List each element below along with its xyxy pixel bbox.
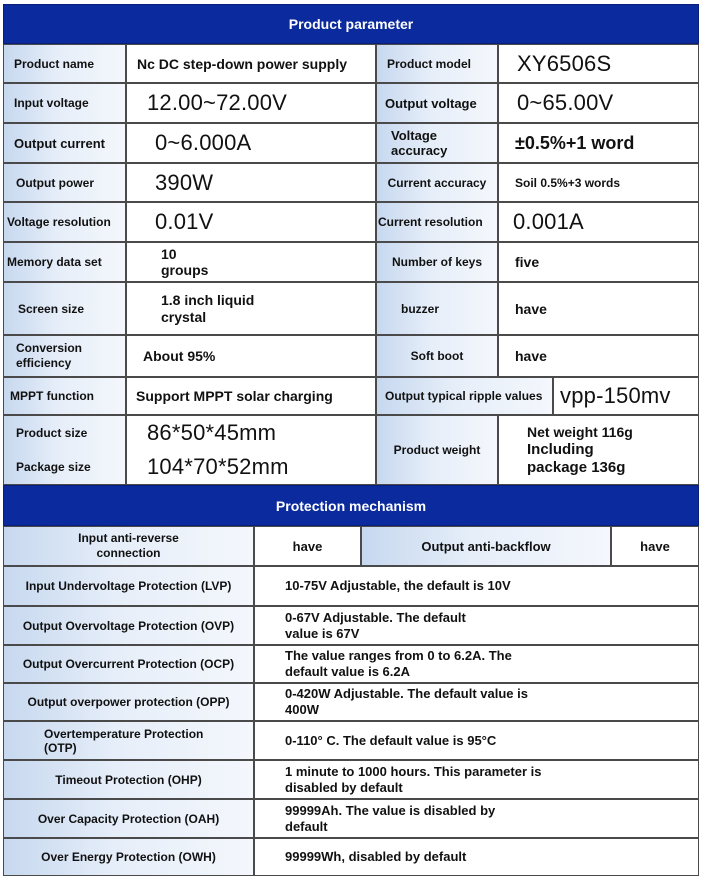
value-weight-line3: package 136g xyxy=(527,459,626,476)
protection-mechanism-header: Protection mechanism xyxy=(3,485,699,526)
value-output-voltage: 0~65.00V xyxy=(498,83,699,123)
value-ocp-text: The value ranges from 0 to 6.2A. The default value is 6.2A xyxy=(285,648,512,679)
value-voltage-accuracy: ±0.5%+1 word xyxy=(498,123,699,163)
label-number-of-keys: Number of keys xyxy=(376,242,498,282)
label-lvp: Input Undervoltage Protection (LVP) xyxy=(3,566,254,606)
value-memory-data-set-text: 10 groups xyxy=(161,246,209,278)
value-screen-size-text: 1.8 inch liquid crystal xyxy=(161,291,255,325)
label-product-model: Product model xyxy=(376,44,498,83)
value-sizes xyxy=(126,415,376,485)
label-output-voltage: Output voltage xyxy=(376,83,498,123)
value-ohp-text: 1 minute to 1000 hours. This parameter is disabled by default xyxy=(285,763,542,795)
value-ovp xyxy=(254,606,699,645)
label-output-power: Output power xyxy=(3,163,126,202)
label-owh: Over Energy Protection (OWH) xyxy=(3,838,254,876)
value-soft-boot: have xyxy=(498,335,699,377)
value-buzzer: have xyxy=(498,282,699,335)
label-mppt-function: MPPT function xyxy=(3,377,126,415)
value-ocp xyxy=(254,645,699,683)
label-output-anti-backflow: Output anti-backflow xyxy=(361,526,611,566)
label-product-weight: Product weight xyxy=(376,415,498,485)
value-otp: 0-110° C. The default value is 95°C xyxy=(254,721,699,760)
value-opp-text: 0-420W Adjustable. The default value is 400W xyxy=(285,686,528,717)
value-owh: 99999Wh, disabled by default xyxy=(254,838,699,876)
value-product-model: XY6506S xyxy=(498,44,699,83)
value-input-voltage: 12.00~72.00V xyxy=(126,83,376,123)
label-current-accuracy: Current accuracy xyxy=(376,163,498,202)
value-output-anti-backflow: have xyxy=(611,526,699,566)
value-product-name: Nc DC step-down power supply xyxy=(126,44,376,83)
value-package-size: 104*70*52mm xyxy=(147,454,289,479)
value-memory-data-set xyxy=(126,242,376,282)
value-output-current: 0~6.000A xyxy=(126,123,376,163)
label-oah: Over Capacity Protection (OAH) xyxy=(3,799,254,838)
label-opp: Output overpower protection (OPP) xyxy=(3,683,254,721)
value-current-resolution: 0.001A xyxy=(498,202,699,242)
label-output-ripple: Output typical ripple values xyxy=(376,377,553,415)
value-oah-text: 99999Ah. The value is disabled by default xyxy=(285,802,496,834)
product-parameter-header: Product parameter xyxy=(3,4,699,44)
label-output-current: Output current xyxy=(3,123,126,163)
label-voltage-accuracy-text: Voltage accuracy xyxy=(391,128,448,158)
value-conversion-efficiency: About 95% xyxy=(126,335,376,377)
value-voltage-resolution: 0.01V xyxy=(126,202,376,242)
label-ovp: Output Overvoltage Protection (OVP) xyxy=(3,606,254,645)
value-mppt-function: Support MPPT solar charging xyxy=(126,377,376,415)
label-buzzer: buzzer xyxy=(376,282,498,335)
value-output-power: 390W xyxy=(126,163,376,202)
value-ovp-text: 0-67V Adjustable. The default value is 67V xyxy=(285,609,466,641)
label-screen-size: Screen size xyxy=(3,282,126,335)
label-memory-data-set: Memory data set xyxy=(3,242,126,282)
label-ocp: Output Overcurrent Protection (OCP) xyxy=(3,645,254,683)
label-sizes xyxy=(3,415,126,485)
label-current-resolution: Current resolution xyxy=(376,202,498,242)
label-input-anti-reverse-text: Input anti-reverse connection xyxy=(78,531,179,560)
value-product-size: 86*50*45mm xyxy=(147,420,277,445)
value-weight-line2: Including xyxy=(527,441,594,458)
label-conversion-efficiency-text: Conversion efficiency xyxy=(16,341,83,370)
value-product-weight xyxy=(498,415,699,485)
label-voltage-resolution: Voltage resolution xyxy=(3,202,126,242)
value-screen-size xyxy=(126,282,376,335)
label-otp-text: Overtemperature Protection (OTP) xyxy=(44,726,204,755)
label-ohp: Timeout Protection (OHP) xyxy=(3,760,254,799)
label-voltage-accuracy xyxy=(376,123,498,163)
value-output-ripple: vpp-150mv xyxy=(553,377,699,415)
value-current-accuracy: Soil 0.5%+3 words xyxy=(498,163,699,202)
label-package-size: Package size xyxy=(16,460,91,474)
label-product-size: Product size xyxy=(16,426,88,440)
value-lvp: 10-75V Adjustable, the default is 10V xyxy=(254,566,699,606)
label-input-anti-reverse xyxy=(3,526,254,566)
label-input-voltage: Input voltage xyxy=(3,83,126,123)
value-ohp xyxy=(254,760,699,799)
label-conversion-efficiency xyxy=(3,335,126,377)
value-number-of-keys: five xyxy=(498,242,699,282)
value-weight-line1: Net weight 116g xyxy=(527,424,633,440)
label-product-name: Product name xyxy=(3,44,126,83)
value-input-anti-reverse: have xyxy=(254,526,361,566)
value-oah xyxy=(254,799,699,838)
label-soft-boot: Soft boot xyxy=(376,335,498,377)
value-opp xyxy=(254,683,699,721)
label-otp xyxy=(3,721,254,760)
